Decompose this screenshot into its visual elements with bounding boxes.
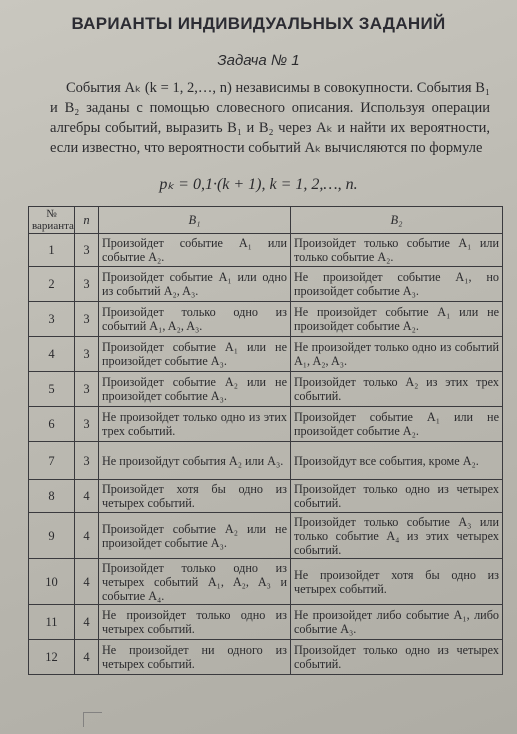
event-b2-description: Произойдет только одно из четырех событий. bbox=[291, 480, 503, 513]
event-b1-description: Произойдет событие A₁ или одно из событий A₂, A₃. bbox=[99, 267, 291, 302]
table-row bbox=[29, 267, 503, 302]
table-row bbox=[29, 640, 503, 675]
event-b2-description: Не произойдет хотя бы одно из четырех событий. bbox=[291, 559, 503, 605]
event-b2-description: Произойдет событие A₁ или не произойдет событие A₂. bbox=[291, 407, 503, 442]
variant-number: 11 bbox=[29, 605, 75, 640]
event-b2-description: Произойдет только событие A₃ или только событие A₄ из этих четырех событий. bbox=[291, 513, 503, 559]
event-count: 4 bbox=[75, 559, 99, 605]
table-row bbox=[29, 559, 503, 605]
page-heading: ВАРИАНТЫ ИНДИВИДУАЛЬНЫХ ЗАДАНИЙ bbox=[71, 14, 446, 33]
event-b1-description: Произойдет только одно из событий A₁, A₂, A₃. bbox=[99, 302, 291, 337]
variant-number: 2 bbox=[29, 267, 75, 302]
event-count: 3 bbox=[75, 267, 99, 302]
table-row bbox=[29, 605, 503, 640]
event-b1-description: Не произойдут события A₂ или A₃. bbox=[99, 442, 291, 480]
variant-number: 7 bbox=[29, 442, 75, 480]
event-b1-description: Не произойдет только одно из этих трех событий. bbox=[99, 407, 291, 442]
event-count: 3 bbox=[75, 442, 99, 480]
probability-formula: pₖ = 0,1·(k + 1), k = 1, 2,…, n. bbox=[159, 176, 358, 193]
header-b2: B₂ bbox=[291, 207, 503, 234]
event-count: 3 bbox=[75, 337, 99, 372]
table-row bbox=[29, 407, 503, 442]
event-b1-description: Произойдет событие A₁ или событие A₂. bbox=[99, 234, 291, 267]
event-count: 4 bbox=[75, 640, 99, 675]
event-b1-description: Не произойдет только одно из четырех событий. bbox=[99, 605, 291, 640]
table-row bbox=[29, 337, 503, 372]
event-count: 3 bbox=[75, 372, 99, 407]
page-corner-mark bbox=[83, 712, 102, 727]
table-row bbox=[29, 372, 503, 407]
event-count: 3 bbox=[75, 302, 99, 337]
variant-number: 4 bbox=[29, 337, 75, 372]
variant-number: 10 bbox=[29, 559, 75, 605]
variant-number: 9 bbox=[29, 513, 75, 559]
event-b2-description: Произойдет только одно из четырех событий. bbox=[291, 640, 503, 675]
event-b2-description: Не произойдет либо событие A₁, либо событие A₃. bbox=[291, 605, 503, 640]
event-b2-description: Не произойдет только одно из событий A₁, A₂, A₃. bbox=[291, 337, 503, 372]
table-row bbox=[29, 302, 503, 337]
task-title: Задача № 1 bbox=[217, 52, 300, 69]
variant-number: 1 bbox=[29, 234, 75, 267]
event-count: 4 bbox=[75, 480, 99, 513]
event-b1-description: Произойдет событие A₁ или не произойдет событие A₃. bbox=[99, 337, 291, 372]
event-b2-description: Не произойдет событие A₁, но произойдет событие A₃. bbox=[291, 267, 503, 302]
event-b2-description: Не произойдет событие A₁ или не произойдет событие A₂. bbox=[291, 302, 503, 337]
header-b1: B₁ bbox=[99, 207, 291, 234]
variants-table bbox=[28, 206, 503, 675]
variant-number: 5 bbox=[29, 372, 75, 407]
table-row bbox=[29, 442, 503, 480]
event-b1-description: Произойдет событие A₂ или не произойдет событие A₃. bbox=[99, 372, 291, 407]
variant-number: 8 bbox=[29, 480, 75, 513]
header-variant: № варианта bbox=[29, 207, 75, 234]
variant-number: 3 bbox=[29, 302, 75, 337]
event-b1-description: Произойдет хотя бы одно из четырех событий. bbox=[99, 480, 291, 513]
event-b1-description: Не произойдет ни одного из четырех событий. bbox=[99, 640, 291, 675]
table-row bbox=[29, 480, 503, 513]
table-row bbox=[29, 513, 503, 559]
event-b2-description: Произойдут все события, кроме A₂. bbox=[291, 442, 503, 480]
variant-number: 12 bbox=[29, 640, 75, 675]
event-count: 3 bbox=[75, 407, 99, 442]
variant-number: 6 bbox=[29, 407, 75, 442]
event-count: 3 bbox=[75, 234, 99, 267]
table-header-row bbox=[29, 207, 503, 234]
event-b1-description: Произойдет только одно из четырех событий A₁, A₂, A₃ и событие A₄. bbox=[99, 559, 291, 605]
event-b2-description: Произойдет только A₂ из этих трех событий. bbox=[291, 372, 503, 407]
event-b2-description: Произойдет только событие A₁ или только событие A₂. bbox=[291, 234, 503, 267]
table-row bbox=[29, 234, 503, 267]
header-n: n bbox=[75, 207, 99, 234]
task-statement: События Aₖ (k = 1, 2,…, n) независимы в совокупности. События B₁ и B₂ заданы с помощью словесного описания. Используя операции алгебры событий, выразить B₁ и B₂ через Aₖ и найти их вероятности, если известно, что вероятности событий Aₖ вычисляются по формуле bbox=[50, 80, 490, 156]
event-b1-description: Произойдет событие A₂ или не произойдет событие A₃. bbox=[99, 513, 291, 559]
event-count: 4 bbox=[75, 513, 99, 559]
event-count: 4 bbox=[75, 605, 99, 640]
